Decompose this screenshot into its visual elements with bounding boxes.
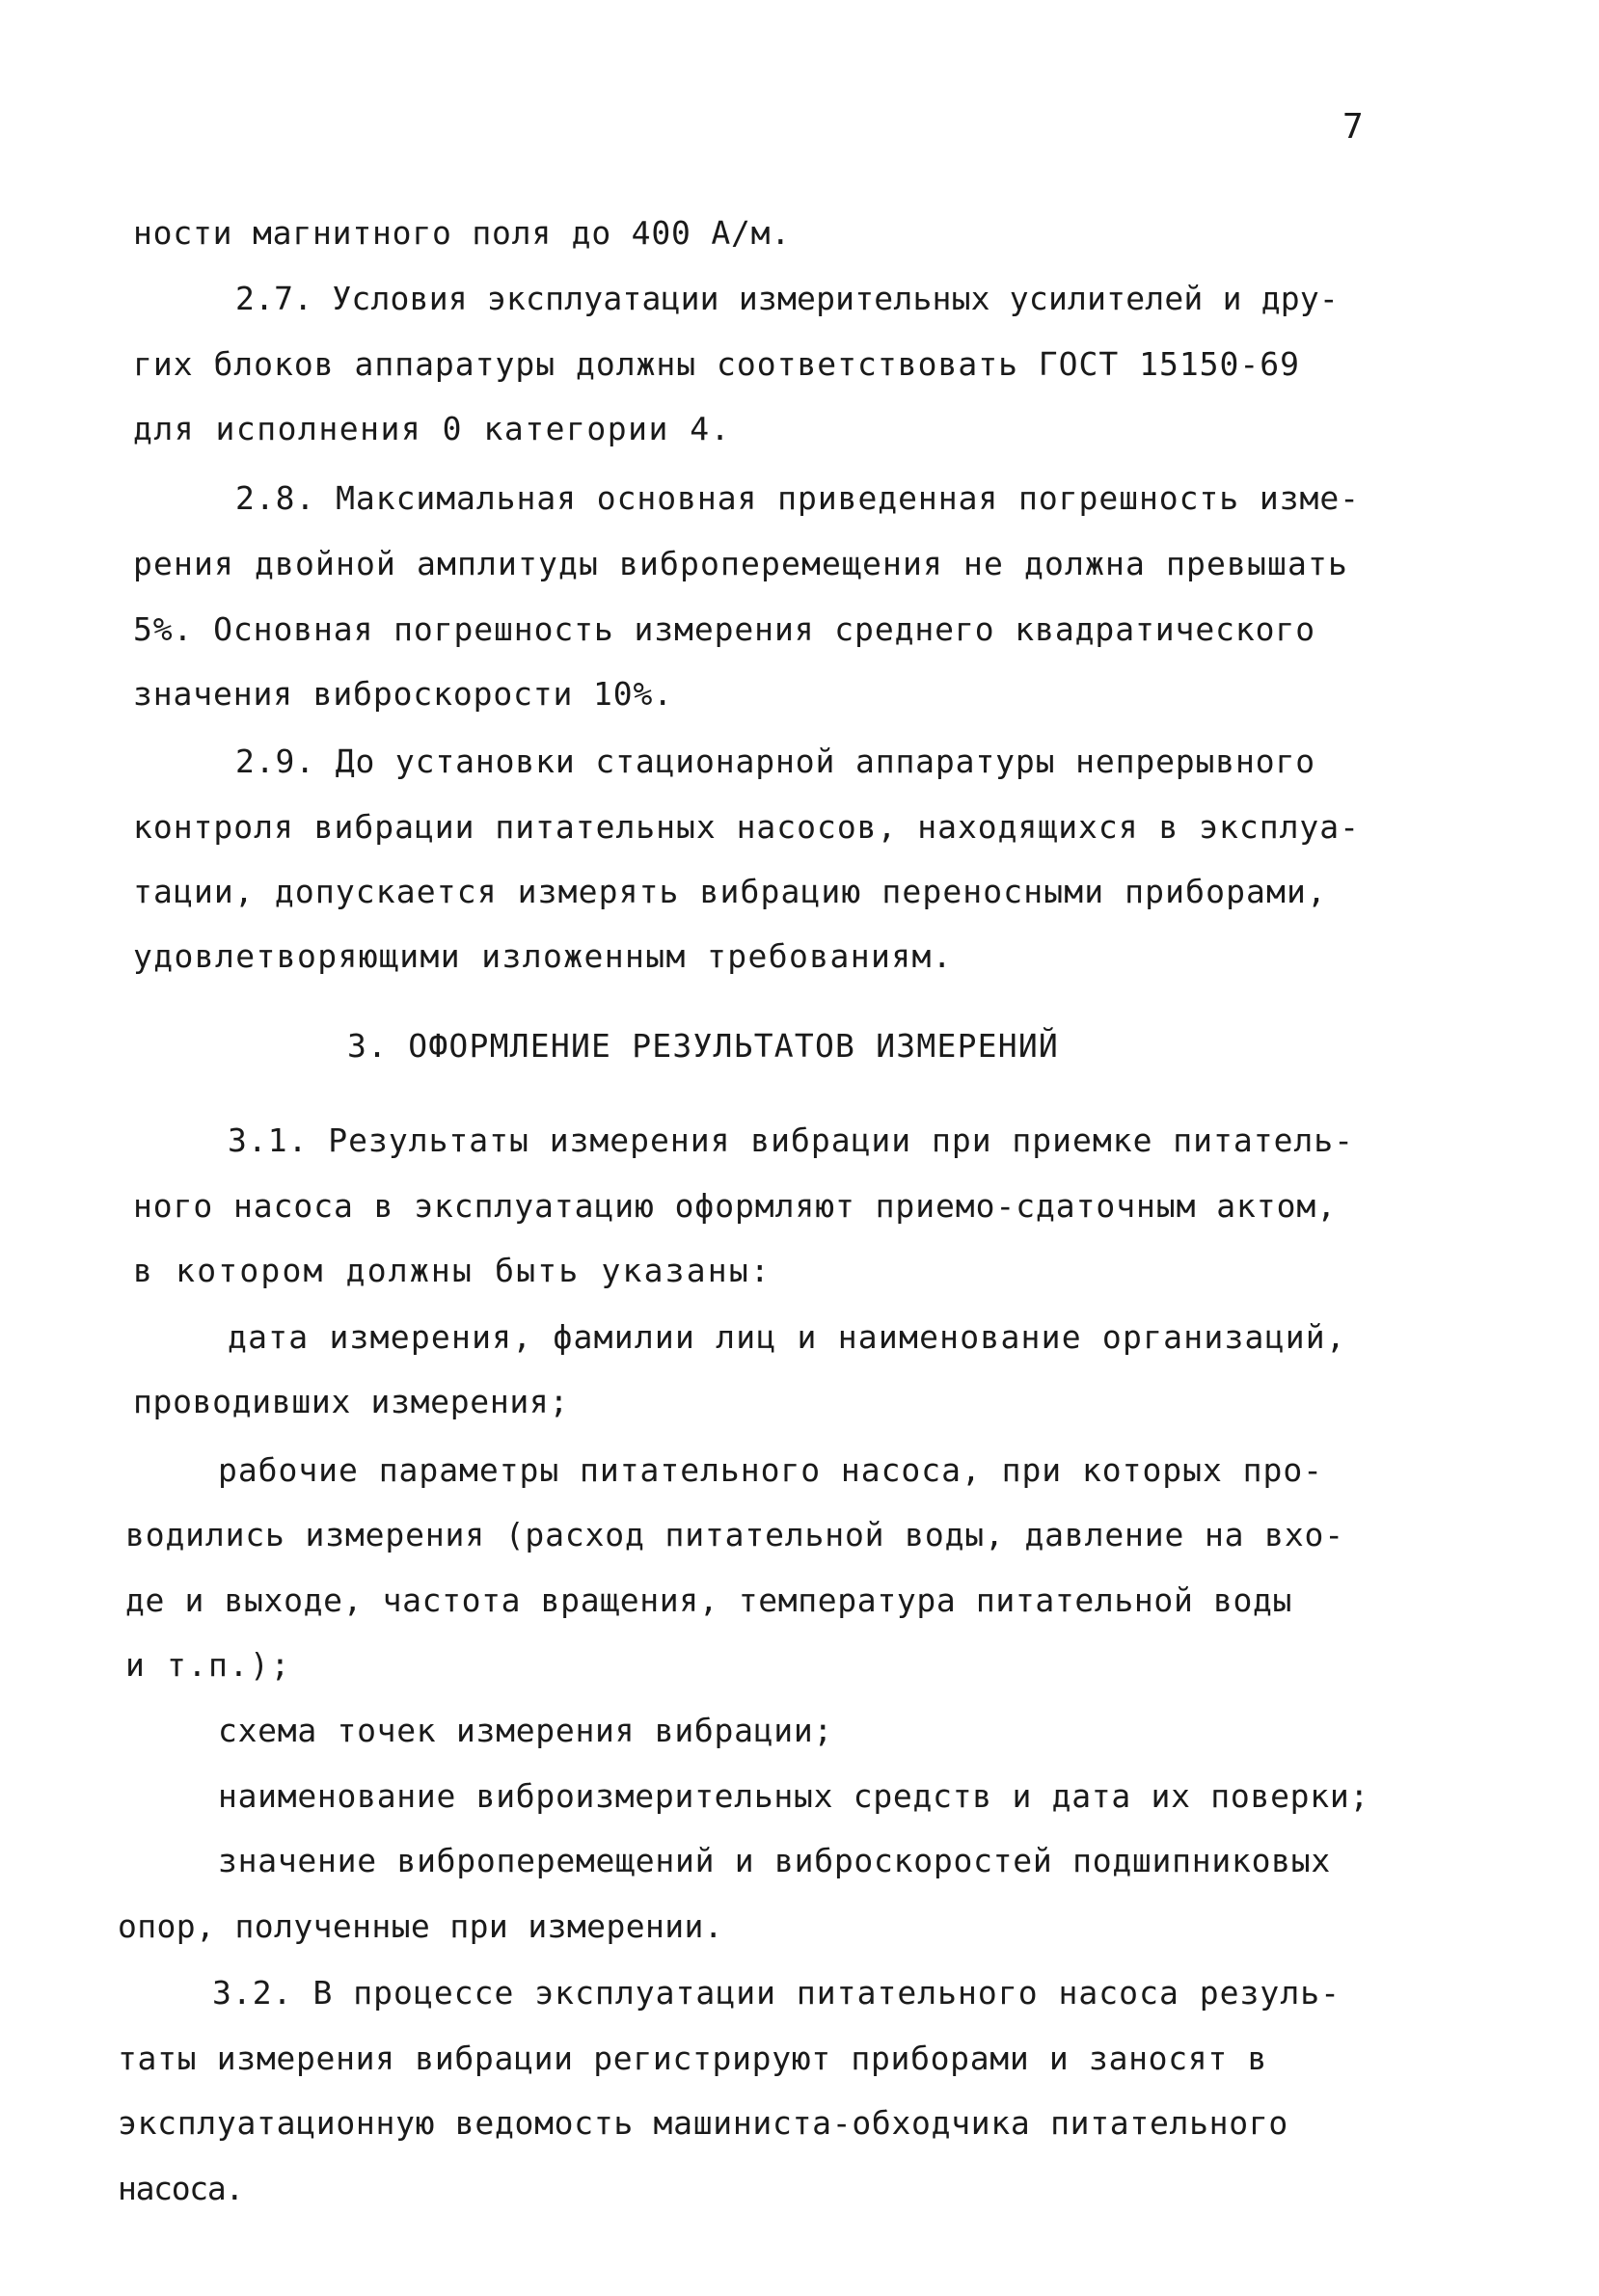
text-line: рабочие параметры питательного насоса, при которых про- bbox=[218, 1451, 1323, 1489]
text-line: контроля вибрации питательных насосов, находящихся в эксплуа- bbox=[133, 808, 1360, 846]
text-line: гих блоков аппаратуры должны соответствовать ГОСТ 15150-69 bbox=[133, 345, 1300, 383]
text-line: в котором должны быть указаны: bbox=[133, 1252, 772, 1289]
text-line: схема точек измерения вибрации; bbox=[218, 1712, 833, 1749]
text-line: 3.1. Результаты измерения вибрации при приемке питатель- bbox=[228, 1121, 1354, 1159]
text-line: 2.8. Максимальная основная приведенная погрешность изме- bbox=[235, 479, 1360, 517]
text-line: проводивших измерения; bbox=[133, 1383, 569, 1420]
text-line: ного насоса в эксплуатацию оформляют приемо-сдаточным актом, bbox=[133, 1187, 1337, 1225]
text-line: водились измерения (расход питательной воды, давление на вхо- bbox=[125, 1516, 1344, 1553]
text-line: значения виброскорости 10%. bbox=[133, 675, 673, 713]
text-line: рения двойной амплитуды виброперемещения не должна превышать bbox=[133, 545, 1348, 582]
text-line: таты измерения вибрации регистрируют приборами и заносят в bbox=[118, 2039, 1267, 2077]
page-number: 7 bbox=[1342, 107, 1364, 147]
text-line: удовлетворяющими изложенным требованиям. bbox=[133, 937, 953, 975]
text-line: наименование виброизмерительных средств и дата их поверки; bbox=[218, 1777, 1369, 1815]
text-line: тации, допускается измерять вибрацию переносными приборами, bbox=[133, 873, 1327, 910]
text-line: эксплуатационную ведомость машиниста-обходчика питательного bbox=[118, 2104, 1288, 2142]
text-line: насоса. bbox=[118, 2170, 243, 2207]
text-line: 2.7. Условия эксплуатации измерительных усилителей и дру- bbox=[235, 280, 1339, 317]
text-line: 5%. Основная погрешность измерения среднего квадратического bbox=[133, 610, 1315, 648]
text-line: 3.2. В процессе эксплуатации питательного насоса резуль- bbox=[212, 1974, 1341, 2012]
text-line: 2.9. До установки стационарной аппаратуры непрерывного bbox=[235, 743, 1315, 780]
text-line: ности магнитного поля до 400 А/м. bbox=[133, 214, 791, 252]
text-line: для исполнения 0 категории 4. bbox=[133, 410, 731, 447]
text-line: де и выходе, частота вращения, температура питательной воды bbox=[125, 1581, 1292, 1619]
section-heading: 3. ОФОРМЛЕНИЕ РЕЗУЛЬТАТОВ ИЗМЕРЕНИЙ bbox=[347, 1027, 1059, 1065]
text-line: значение виброперемещений и виброскоростей подшипниковых bbox=[218, 1842, 1331, 1879]
text-line: опор, полученные при измерении. bbox=[118, 1907, 723, 1945]
text-line: дата измерения, фамилии лиц и наименование организаций, bbox=[228, 1318, 1346, 1356]
text-line: и т.п.); bbox=[125, 1646, 291, 1684]
